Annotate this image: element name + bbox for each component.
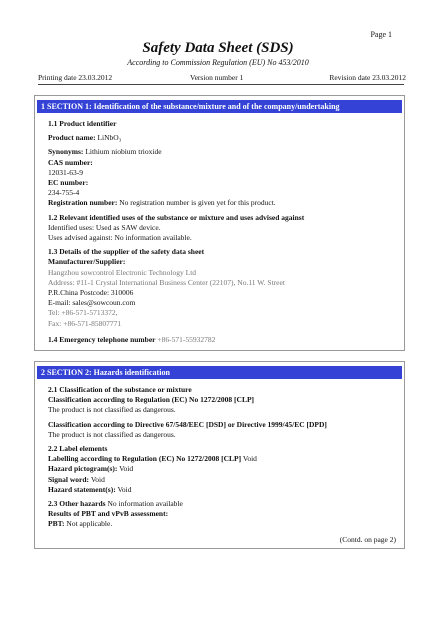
section-1-header: 1 SECTION 1: Identification of the substance/mixture and of the company/undertaking [37, 100, 402, 113]
pbt-row [48, 519, 404, 529]
uses-title: 1.2 Relevant identified uses of the substance or mixture and uses advised against [48, 212, 305, 222]
uses-advised-against: Uses advised against: No information available. [48, 233, 192, 243]
pbt-label: PBT: [48, 519, 65, 529]
product-name-label: Product name: [48, 133, 96, 143]
company-postcode: P.R.China Postcode: 310006 [48, 288, 134, 298]
header-divider [38, 84, 404, 85]
labelling-value: Void [242, 454, 257, 464]
cas-value: 12031-63-9 [48, 167, 83, 177]
pbt-assessment-title: Results of PBT and vPvB assessment: [48, 509, 169, 519]
dsd-title: Classification according to Directive 67/548/EEC [DSD] or Directive 1999/45/EC [DPD] [48, 419, 327, 429]
registration-label: Registration number: [48, 198, 118, 208]
label-elements-title: 2.2 Label elements [48, 444, 108, 454]
ec-value: 234-755-4 [48, 188, 80, 198]
signal-label: Signal word: [48, 474, 90, 484]
clp-text: The product is not classified as dangerous. [48, 405, 176, 415]
page-number: Page 1 [370, 30, 392, 39]
cas-label: CAS number: [48, 157, 93, 167]
dsd-text: The product is not classified as dangerous. [48, 429, 176, 439]
signal-row [48, 475, 404, 485]
version-number: Version number 1 [190, 73, 244, 82]
product-name-value: LiNbO₃ [97, 133, 122, 143]
emergency-row [48, 335, 404, 345]
company-fax: Fax: +86-571-85807771 [48, 318, 122, 328]
labelling-label: Labelling according to Regulation (EC) No 1272/2008 [CLP] [48, 454, 242, 464]
manufacturer-label: Manufacturer/Supplier: [48, 257, 126, 267]
company-name: Hangzhou sowcontrol Electronic Technology Ltd [48, 267, 197, 277]
section-2-header: 2 SECTION 2: Hazards identification [37, 366, 402, 379]
other-hazards-row [48, 499, 404, 509]
ec-label: EC number: [48, 178, 89, 188]
emergency-label: 1.4 Emergency telephone number [48, 334, 156, 344]
registration-value: No registration number is given yet for this product. [119, 198, 276, 208]
document-title: Safety Data Sheet (SDS) [142, 40, 294, 56]
product-identifier-title: 1.1 Product identifier [48, 119, 117, 128]
company-email: E-mail: sales@sowcoun.com [48, 298, 136, 308]
pictogram-value: Void [119, 464, 134, 474]
labelling-row [48, 454, 404, 464]
other-hazards-label: 2.3 Other hazards [48, 499, 106, 509]
printing-date: Printing date 23.03.2012 [38, 73, 113, 82]
identified-uses: Identified uses: Used as SAW device. [48, 222, 161, 232]
hazard-statement-label: Hazard statement(s): [48, 484, 116, 494]
company-tel: Tel: +86-571-5713372, [48, 308, 118, 318]
product-name-row [48, 133, 404, 143]
classification-title: 2.1 Classification of the substance or mixture [48, 385, 192, 394]
emergency-value: +86-571-55932782 [157, 334, 216, 344]
section-2 [34, 361, 405, 549]
synonyms-value: Lithium niobium trioxide [85, 147, 162, 157]
other-hazards-value: No information available [107, 499, 183, 509]
pictogram-row [48, 464, 404, 474]
synonyms-label: Synonyms: [48, 147, 84, 157]
synonyms-row [48, 147, 404, 157]
continued-note: (Contd. on page 2) [339, 535, 396, 544]
supplier-title: 1.3 Details of the supplier of the safety data sheet [48, 247, 205, 257]
revision-date: Revision date 23.03.2012 [329, 73, 406, 82]
clp-title: Classification according to Regulation (EC) No 1272/2008 [CLP] [48, 395, 255, 405]
hazard-statement-value: Void [117, 484, 132, 494]
pictogram-label: Hazard pictogram(s): [48, 464, 118, 474]
hazard-statement-row [48, 485, 404, 495]
pbt-value: Not applicable. [66, 519, 113, 529]
section-1 [34, 95, 405, 351]
document-subtitle: According to Commission Regulation (EU) No 453/2010 [127, 58, 309, 67]
company-address: Address: #11-1 Crystal International Business Center (22107), No.11 W. Street [48, 277, 285, 287]
registration-row [48, 198, 404, 208]
signal-value: Void [90, 474, 105, 484]
